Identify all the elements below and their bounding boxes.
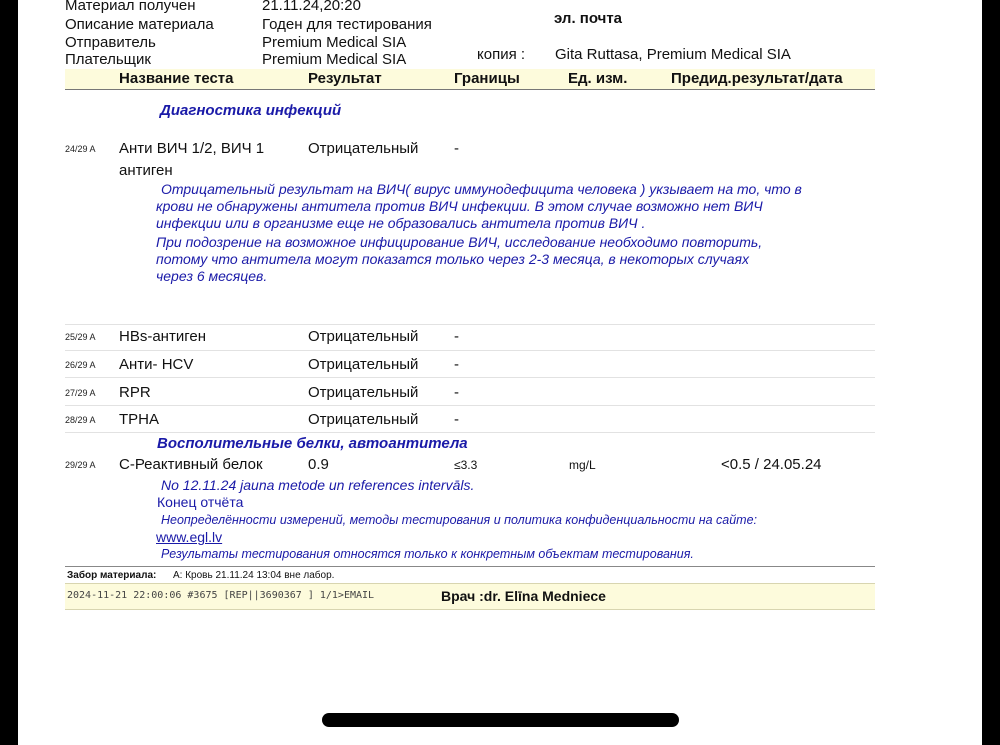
test-name: HBs-антиген	[119, 328, 206, 345]
row-separator	[65, 377, 875, 378]
row-separator	[65, 405, 875, 406]
test-previous: <0.5 / 24.05.24	[721, 456, 822, 473]
col-limits: Границы	[454, 70, 520, 87]
test-name: Анти- HCV	[119, 356, 194, 373]
row-code: 26/29 A	[65, 360, 96, 370]
hiv-note-line: При подозрение на возможное инфицирование ВИЧ, исследование необходимо повторить,	[156, 234, 763, 250]
test-result: Отрицательный	[308, 384, 419, 401]
test-limits: -	[454, 356, 459, 373]
test-result: Отрицательный	[308, 356, 419, 373]
hiv-note-line: инфекции или в организме еще не образовались антитела против ВИЧ .	[156, 215, 646, 231]
row-separator	[65, 324, 875, 325]
row-code: 25/29 A	[65, 332, 96, 342]
sender-label: Отправитель	[65, 34, 156, 51]
payer-value: Premium Medical SIA	[262, 51, 407, 68]
doctor: Врач :dr. Elīna Medniece	[441, 588, 606, 604]
sender-value: Premium Medical SIA	[262, 34, 407, 51]
test-result: 0.9	[308, 456, 329, 473]
material-received-value: 21.11.24,20:20	[262, 0, 361, 14]
test-result: Отрицательный	[308, 411, 419, 428]
row-code: 28/29 A	[65, 415, 96, 425]
test-name: Анти ВИЧ 1/2, ВИЧ 1	[119, 140, 265, 157]
website-link[interactable]: www.egl.lv	[156, 529, 223, 545]
sample-collection-label: Забор материала:	[67, 570, 157, 581]
payer-label: Плательщик	[65, 51, 151, 68]
col-result: Результат	[308, 70, 382, 87]
col-test-name: Название теста	[119, 70, 234, 87]
hiv-note-line: Отрицательный результат на ВИЧ( вирус иммунодефицита человека ) укзывает на то, что в	[161, 181, 802, 197]
report-page	[18, 0, 982, 745]
test-name: C-Реактивный белок	[119, 456, 263, 473]
hiv-note-line: через 6 месяцев.	[156, 268, 268, 284]
row-code: 24/29 A	[65, 144, 96, 154]
footer-rule	[65, 566, 875, 567]
test-limits: -	[454, 411, 459, 428]
method-note: No 12.11.24 jauna metode un references intervāls.	[161, 477, 475, 493]
test-name: TPHA	[119, 411, 160, 428]
test-limits: -	[454, 140, 459, 157]
row-separator	[65, 432, 875, 433]
delivery-method: эл. почта	[554, 10, 623, 27]
hiv-note-line: крови не обнаружены антитела против ВИЧ инфекции. В этом случае возможно нет ВИЧ	[156, 198, 763, 214]
results-disclaimer: Результаты тестирования относятся только к конкретным объектам тестирования.	[161, 547, 694, 561]
row-separator	[65, 350, 875, 351]
test-result: Отрицательный	[308, 328, 419, 345]
copy-label: копия :	[477, 46, 526, 63]
row-code: 29/29 A	[65, 460, 96, 470]
test-limits: -	[454, 384, 459, 401]
column-header-rule	[65, 89, 875, 90]
section-infection-diagnostics: Диагностика инфекций	[160, 102, 342, 119]
test-result: Отрицательный	[308, 140, 419, 157]
report-end: Конец отчёта	[157, 494, 244, 510]
test-limits: ≤3.3	[454, 458, 478, 472]
hiv-note-line: потому что антитела могут показатся только через 2-3 месяца, в некоторых случаях	[156, 251, 749, 267]
section-inflammatory-proteins: Восполительные белки, автоантитела	[157, 435, 468, 452]
home-indicator[interactable]	[322, 713, 679, 727]
uncertainty-note: Неопределённости измерений, методы тестирования и политика конфиденциальности на сайте:	[161, 513, 757, 527]
sample-collection-value: A: Кровь 21.11.24 13:04 вне лабор.	[173, 570, 335, 581]
test-name-cont: антиген	[119, 162, 173, 179]
copy-value: Gita Ruttasa, Premium Medical SIA	[555, 46, 791, 63]
material-received-label: Материал получен	[65, 0, 196, 14]
test-limits: -	[454, 328, 459, 345]
col-units: Ед. изм.	[568, 70, 628, 87]
material-description-label: Описание материала	[65, 16, 214, 33]
row-code: 27/29 A	[65, 388, 96, 398]
col-previous: Предид.результат/дата	[671, 70, 843, 87]
test-name: RPR	[119, 384, 151, 401]
report-id: 2024-11-21 22:00:06 #3675 [REP||3690367 ] 1/1>EMAIL	[67, 590, 375, 601]
material-description-value: Годен для тестирования	[262, 16, 432, 33]
test-units: mg/L	[569, 458, 596, 472]
